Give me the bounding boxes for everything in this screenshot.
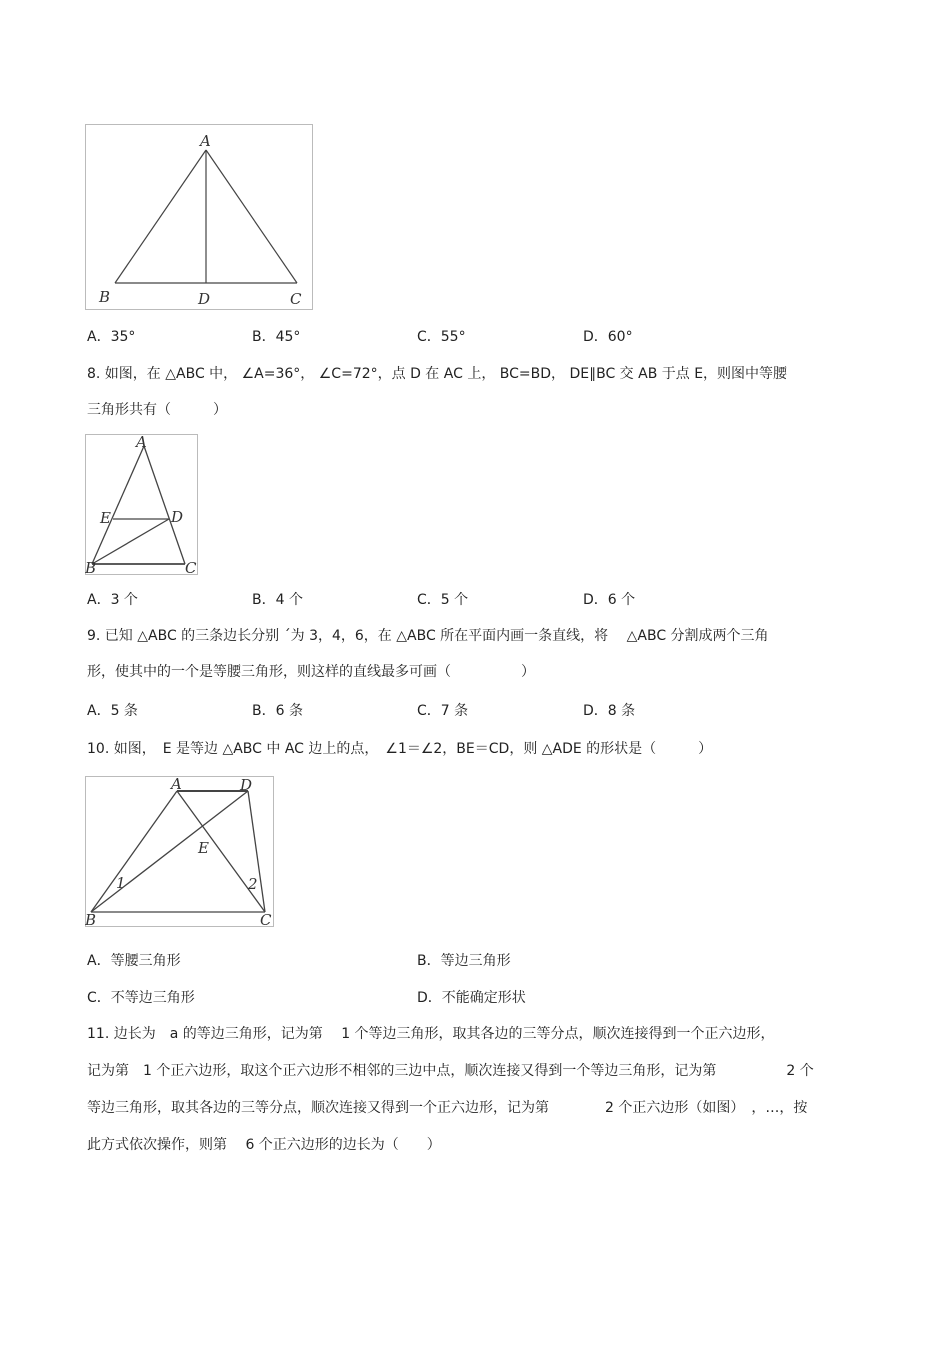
q10-option-a: A．等腰三角形 xyxy=(87,953,181,969)
fig8-label-b: B xyxy=(85,559,97,576)
fig10-label-c: C xyxy=(260,911,272,928)
q8-stem-line-2: 三角形共有（ ） xyxy=(87,402,227,418)
fig8-label-a: A xyxy=(136,434,147,451)
q9-stem-line-1: 9. 已知 △ABC 的三条边长分别 ˊ为 3，4，6，在 △ABC 所在平面内画一条直线，将 △ABC 分割成两个三角 xyxy=(87,628,769,644)
q9-option-a: A．5 条 xyxy=(87,703,138,719)
q7-option-c: C．55° xyxy=(417,329,466,345)
q11-stem-line-4: 此方式依次操作，则第 6 个正六边形的边长为（ ） xyxy=(87,1137,441,1153)
fig7-label-a: A xyxy=(200,132,211,150)
q10-figure xyxy=(85,776,275,928)
fig8-label-c: C xyxy=(185,559,197,576)
q10-option-b: B．等边三角形 xyxy=(417,953,511,969)
fig10-label-d: D xyxy=(240,776,253,794)
fig7-label-c: C xyxy=(290,290,302,308)
q10-triangle-diagram xyxy=(85,776,275,928)
q8-stem-line-1: 8. 如图，在 △ABC 中， ∠A=36°， ∠C=72°，点 D 在 AC 上， BC=BD， DE∥BC 交 AB 于点 E，则图中等腰 xyxy=(87,366,788,382)
q8-option-b: B．4 个 xyxy=(252,592,303,608)
q10-stem-line-1: 10. 如图， E 是等边 △ABC 中 AC 边上的点， ∠1＝∠2，BE＝CD，则 △ADE 的形状是（ ） xyxy=(87,741,713,757)
q9-option-b: B．6 条 xyxy=(252,703,303,719)
q7-triangle-diagram xyxy=(85,124,315,310)
q8-triangle-diagram xyxy=(85,434,199,576)
q9-option-c: C．7 条 xyxy=(417,703,469,719)
fig10-label-e: E xyxy=(198,839,209,857)
fig8-label-e: E xyxy=(100,509,111,527)
fig7-label-b: B xyxy=(99,288,111,306)
fig10-label-a: A xyxy=(171,776,182,793)
q11-stem-line-2: 记为第 1 个正六边形，取这个正六边形不相邻的三边中点，顺次连接又得到一个等边三角形，记为第 2 个 xyxy=(87,1063,814,1079)
q7-option-b: B．45° xyxy=(252,329,301,345)
fig7-label-d: D xyxy=(198,290,211,308)
q8-option-d: D．6 个 xyxy=(583,592,636,608)
q8-figure xyxy=(85,434,199,576)
q11-stem-line-1: 11. 边长为 a 的等边三角形，记为第 1 个等边三角形，取其各边的三等分点，顺次连接得到一个正六边形， xyxy=(87,1026,775,1042)
fig10-label-1: 1 xyxy=(116,874,126,892)
q9-stem-line-2: 形，使其中的一个是等腰三角形，则这样的直线最多可画（ ） xyxy=(87,664,535,680)
q11-stem-line-3: 等边三角形，取其各边的三等分点，顺次连接又得到一个正六边形，记为第 2 个正六边形（如图） ，…，按 xyxy=(87,1100,808,1116)
fig10-label-2: 2 xyxy=(248,875,258,893)
fig10-label-b: B xyxy=(85,911,97,928)
q9-option-d: D．8 条 xyxy=(583,703,636,719)
q7-option-a: A．35° xyxy=(87,329,136,345)
q7-option-d: D．60° xyxy=(583,329,633,345)
q10-option-d: D．不能确定形状 xyxy=(417,990,526,1006)
q8-option-c: C．5 个 xyxy=(417,592,469,608)
q10-option-c: C．不等边三角形 xyxy=(87,990,195,1006)
q7-figure xyxy=(85,124,315,310)
fig8-label-d: D xyxy=(171,508,184,526)
q8-option-a: A．3 个 xyxy=(87,592,138,608)
